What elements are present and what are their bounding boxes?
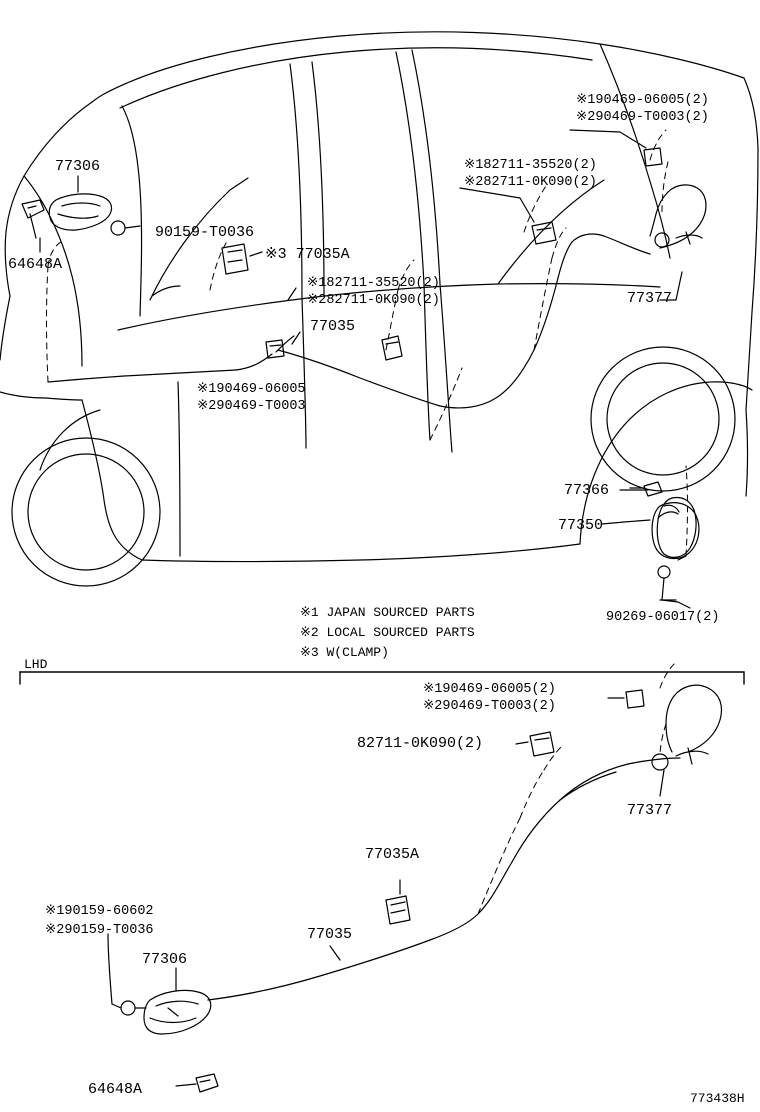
- label-77035-lower: 77035: [307, 926, 353, 943]
- label-77366: 77366: [564, 482, 610, 499]
- figure-id: 773438H: [690, 1091, 745, 1106]
- label-90469-06005-upper-right: ※190469-06005(2): [576, 93, 709, 108]
- label-77035a-upper: ※3 77035A: [265, 246, 350, 263]
- note-japan-sourced: ※1 JAPAN SOURCED PARTS: [300, 605, 475, 620]
- label-90469-06005-upper: ※190469-06005: [197, 382, 306, 397]
- label-90159-t0036-upper: 90159-T0036: [155, 224, 255, 241]
- label-77306-upper: 77306: [55, 158, 101, 175]
- label-90469-t0003-upper: ※290469-T0003: [197, 399, 306, 414]
- label-82711-0k090-lower: 82711-0K090(2): [357, 735, 484, 752]
- label-90159-60602-lower: ※190159-60602: [45, 904, 154, 919]
- label-64648a-upper: 64648A: [8, 256, 63, 273]
- label-82711-35520-upper-right: ※182711-35520(2): [464, 158, 597, 173]
- label-64648a-lower: 64648A: [88, 1081, 143, 1098]
- label-77035a-lower: 77035A: [365, 846, 420, 863]
- label-82711-0k090-upper-right: ※282711-0K090(2): [464, 175, 597, 190]
- label-77377-upper: 77377: [627, 290, 673, 307]
- label-90469-t0003-lower: ※290469-T0003(2): [423, 699, 556, 714]
- label-77350: 77350: [558, 517, 604, 534]
- label-90269-06017: 90269-06017(2): [606, 610, 720, 625]
- label-77306-lower: 77306: [142, 951, 188, 968]
- label-77377-lower: 77377: [627, 802, 673, 819]
- view-divider-label-lhd: LHD: [24, 657, 48, 672]
- label-82711-0k090-upper-left: ※282711-0K090(2): [307, 293, 440, 308]
- note-local-sourced: ※2 LOCAL SOURCED PARTS: [300, 625, 475, 640]
- label-90469-t0003-upper-right: ※290469-T0003(2): [576, 110, 709, 125]
- label-82711-35520-upper-left: ※182711-35520(2): [307, 276, 440, 291]
- label-90469-06005-lower: ※190469-06005(2): [423, 682, 556, 697]
- note-w-clamp: ※3 W(CLAMP): [300, 645, 389, 660]
- label-77035-upper: 77035: [310, 318, 356, 335]
- label-90159-t0036-lower: ※290159-T0036: [45, 923, 154, 938]
